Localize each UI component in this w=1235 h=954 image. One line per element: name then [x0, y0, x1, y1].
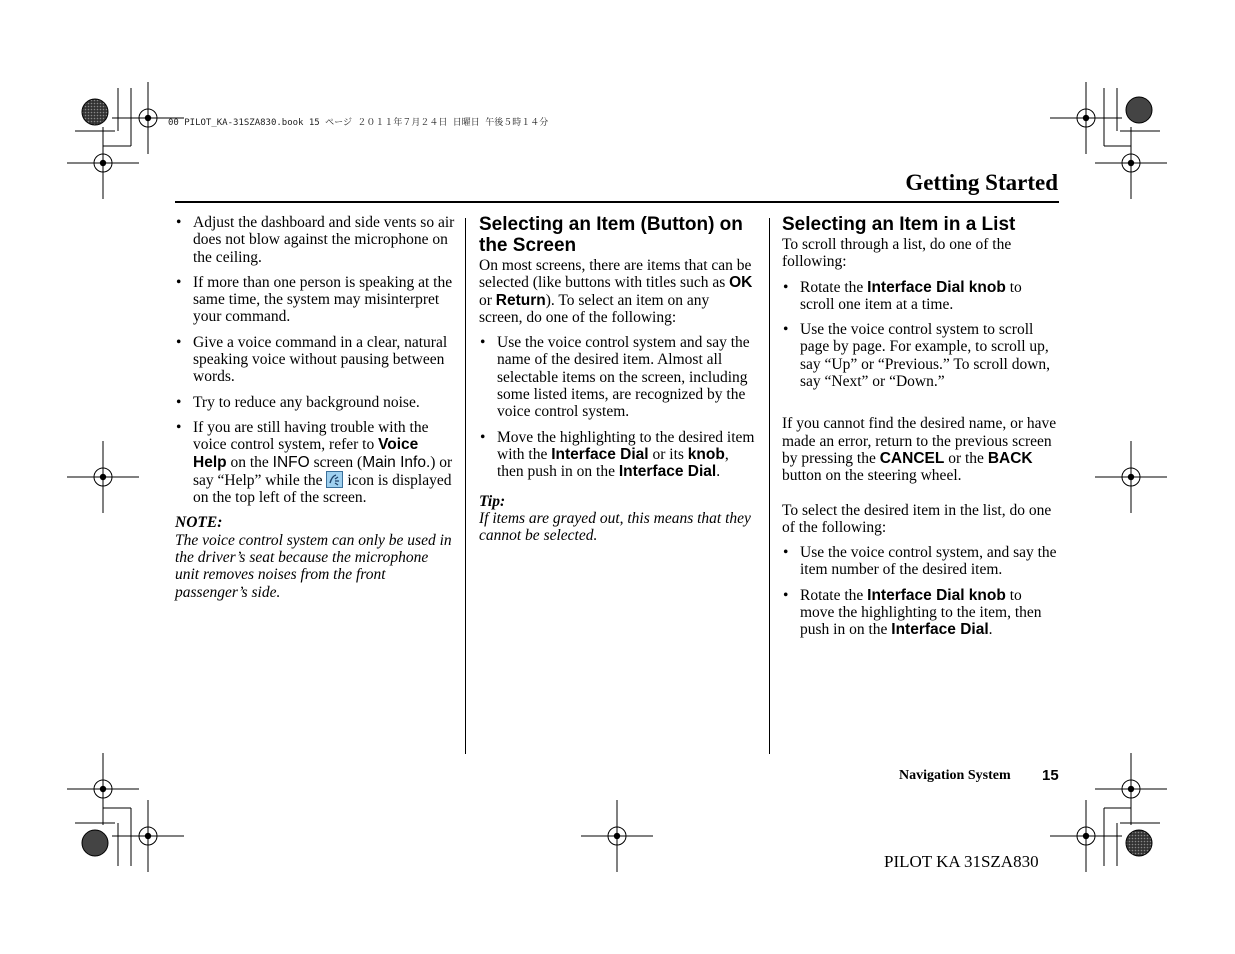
- model-code: PILOT KA 31SZA830: [884, 852, 1039, 871]
- main-info-label: Main Info.: [362, 453, 431, 471]
- list-item: • Use the voice control system, and say the item number of the desired item.: [782, 544, 1060, 579]
- registration-crosshair-icon: [1050, 82, 1122, 154]
- ok-label: OK: [729, 274, 753, 292]
- scroll-methods-list: [782, 279, 1060, 391]
- list-item: • Move the highlighting to the desired item with the Interface Dial or its knob, then push in on the Interface Dial.: [479, 429, 755, 481]
- info-label: INFO: [272, 453, 310, 471]
- list-item: • Rotate the Interface Dial knob to move the highlighting to the item, then push in on the Interface Dial.: [782, 587, 1060, 639]
- registration-crosshair-icon: [1095, 127, 1167, 199]
- paragraph: To select the desired item in the list, do one of the following:: [782, 501, 1052, 536]
- registration-crosshair-icon: [67, 441, 139, 513]
- section-heading: Selecting an Item (Button) on the Screen: [479, 214, 743, 256]
- list-item: • Rotate the Interface Dial knob to scroll one item at a time.: [782, 279, 1060, 314]
- footer-nav-label: Navigation System: [899, 768, 1011, 783]
- paragraph: If you cannot find the desired name, or have made an error, return to the previous screen by pressing the CANCEL or the BACK button on the steering wheel.: [782, 415, 1057, 485]
- tip-text: If items are grayed out, this means that they cannot be selected.: [479, 509, 751, 545]
- list-item: • Try to reduce any background noise.: [175, 394, 455, 411]
- file-info: 00 PILOT_KA-31SZA830.book 15 ページ ２０１１年７月２４日 日曜日 午後５時１４分: [168, 118, 549, 128]
- color-target-icon: [82, 99, 108, 125]
- registration-crosshair-icon: [67, 127, 139, 199]
- column-select-button: [479, 214, 755, 544]
- tip-heading: Tip:: [479, 492, 506, 510]
- column-divider: [465, 218, 466, 754]
- list-item: • Give a voice command in a clear, natural speaking voice without pausing between words.: [175, 334, 455, 386]
- back-label: BACK: [987, 449, 1033, 467]
- select-methods-list: [479, 334, 755, 480]
- list-item: • Use the voice control system and say the name of the desired item. Almost all selectable items on the screen, including some listed items, are recognized by the voice control system.: [479, 334, 755, 420]
- voice-tips-list: [175, 214, 455, 506]
- registration-crosshair-icon: [67, 753, 139, 825]
- voice-command-icon: [326, 471, 343, 488]
- registration-crosshair-icon: [112, 800, 184, 872]
- intro-paragraph: To scroll through a list, do one of the following:: [782, 236, 1012, 271]
- note-heading: NOTE:: [175, 514, 223, 532]
- cancel-label: CANCEL: [879, 449, 945, 467]
- note-text: The voice control system can only be used in the driver’s seat because the microphone unit removes noises from the front passenger’s side.: [175, 531, 452, 601]
- section-heading: Selecting an Item in a List: [782, 214, 1016, 235]
- color-target-icon: [1126, 97, 1152, 123]
- color-target-icon: [1126, 830, 1152, 856]
- column-select-list: [782, 214, 1060, 647]
- voice-help-label: Voice Help: [193, 436, 419, 471]
- select-methods-list: [782, 544, 1060, 638]
- column-voice-tips: [175, 214, 455, 601]
- registration-crosshair-icon: [581, 800, 653, 872]
- list-item: • If you are still having trouble with the voice control system, refer to Voice Help on the INFO screen (Main Info.) or say “Help” while the icon is displayed on the top left of the screen.: [175, 419, 455, 506]
- return-label: Return: [495, 291, 546, 309]
- list-item: • If more than one person is speaking at the same time, the system may misinterpret your command.: [175, 274, 455, 326]
- list-item: • Use the voice control system to scroll page by page. For example, to scroll up, say “Up” or “Previous.” To scroll down, say “Next” or “Down.”: [782, 321, 1060, 390]
- intro-paragraph: On most screens, there are items that can be selected (like buttons with titles such as OK or Return). To select an item on any screen, do one of the following:: [479, 257, 753, 326]
- list-item: • Adjust the dashboard and side vents so air does not blow against the microphone on the ceiling.: [175, 214, 455, 266]
- page-number: 15: [1042, 767, 1059, 784]
- registration-crosshair-icon: [1050, 800, 1122, 872]
- registration-crosshair-icon: [1095, 441, 1167, 513]
- registration-crosshair-icon: [1095, 753, 1167, 825]
- column-divider: [769, 218, 770, 754]
- color-target-icon: [82, 830, 108, 856]
- section-title: Getting Started: [905, 170, 1058, 195]
- header-rule: [175, 201, 1059, 203]
